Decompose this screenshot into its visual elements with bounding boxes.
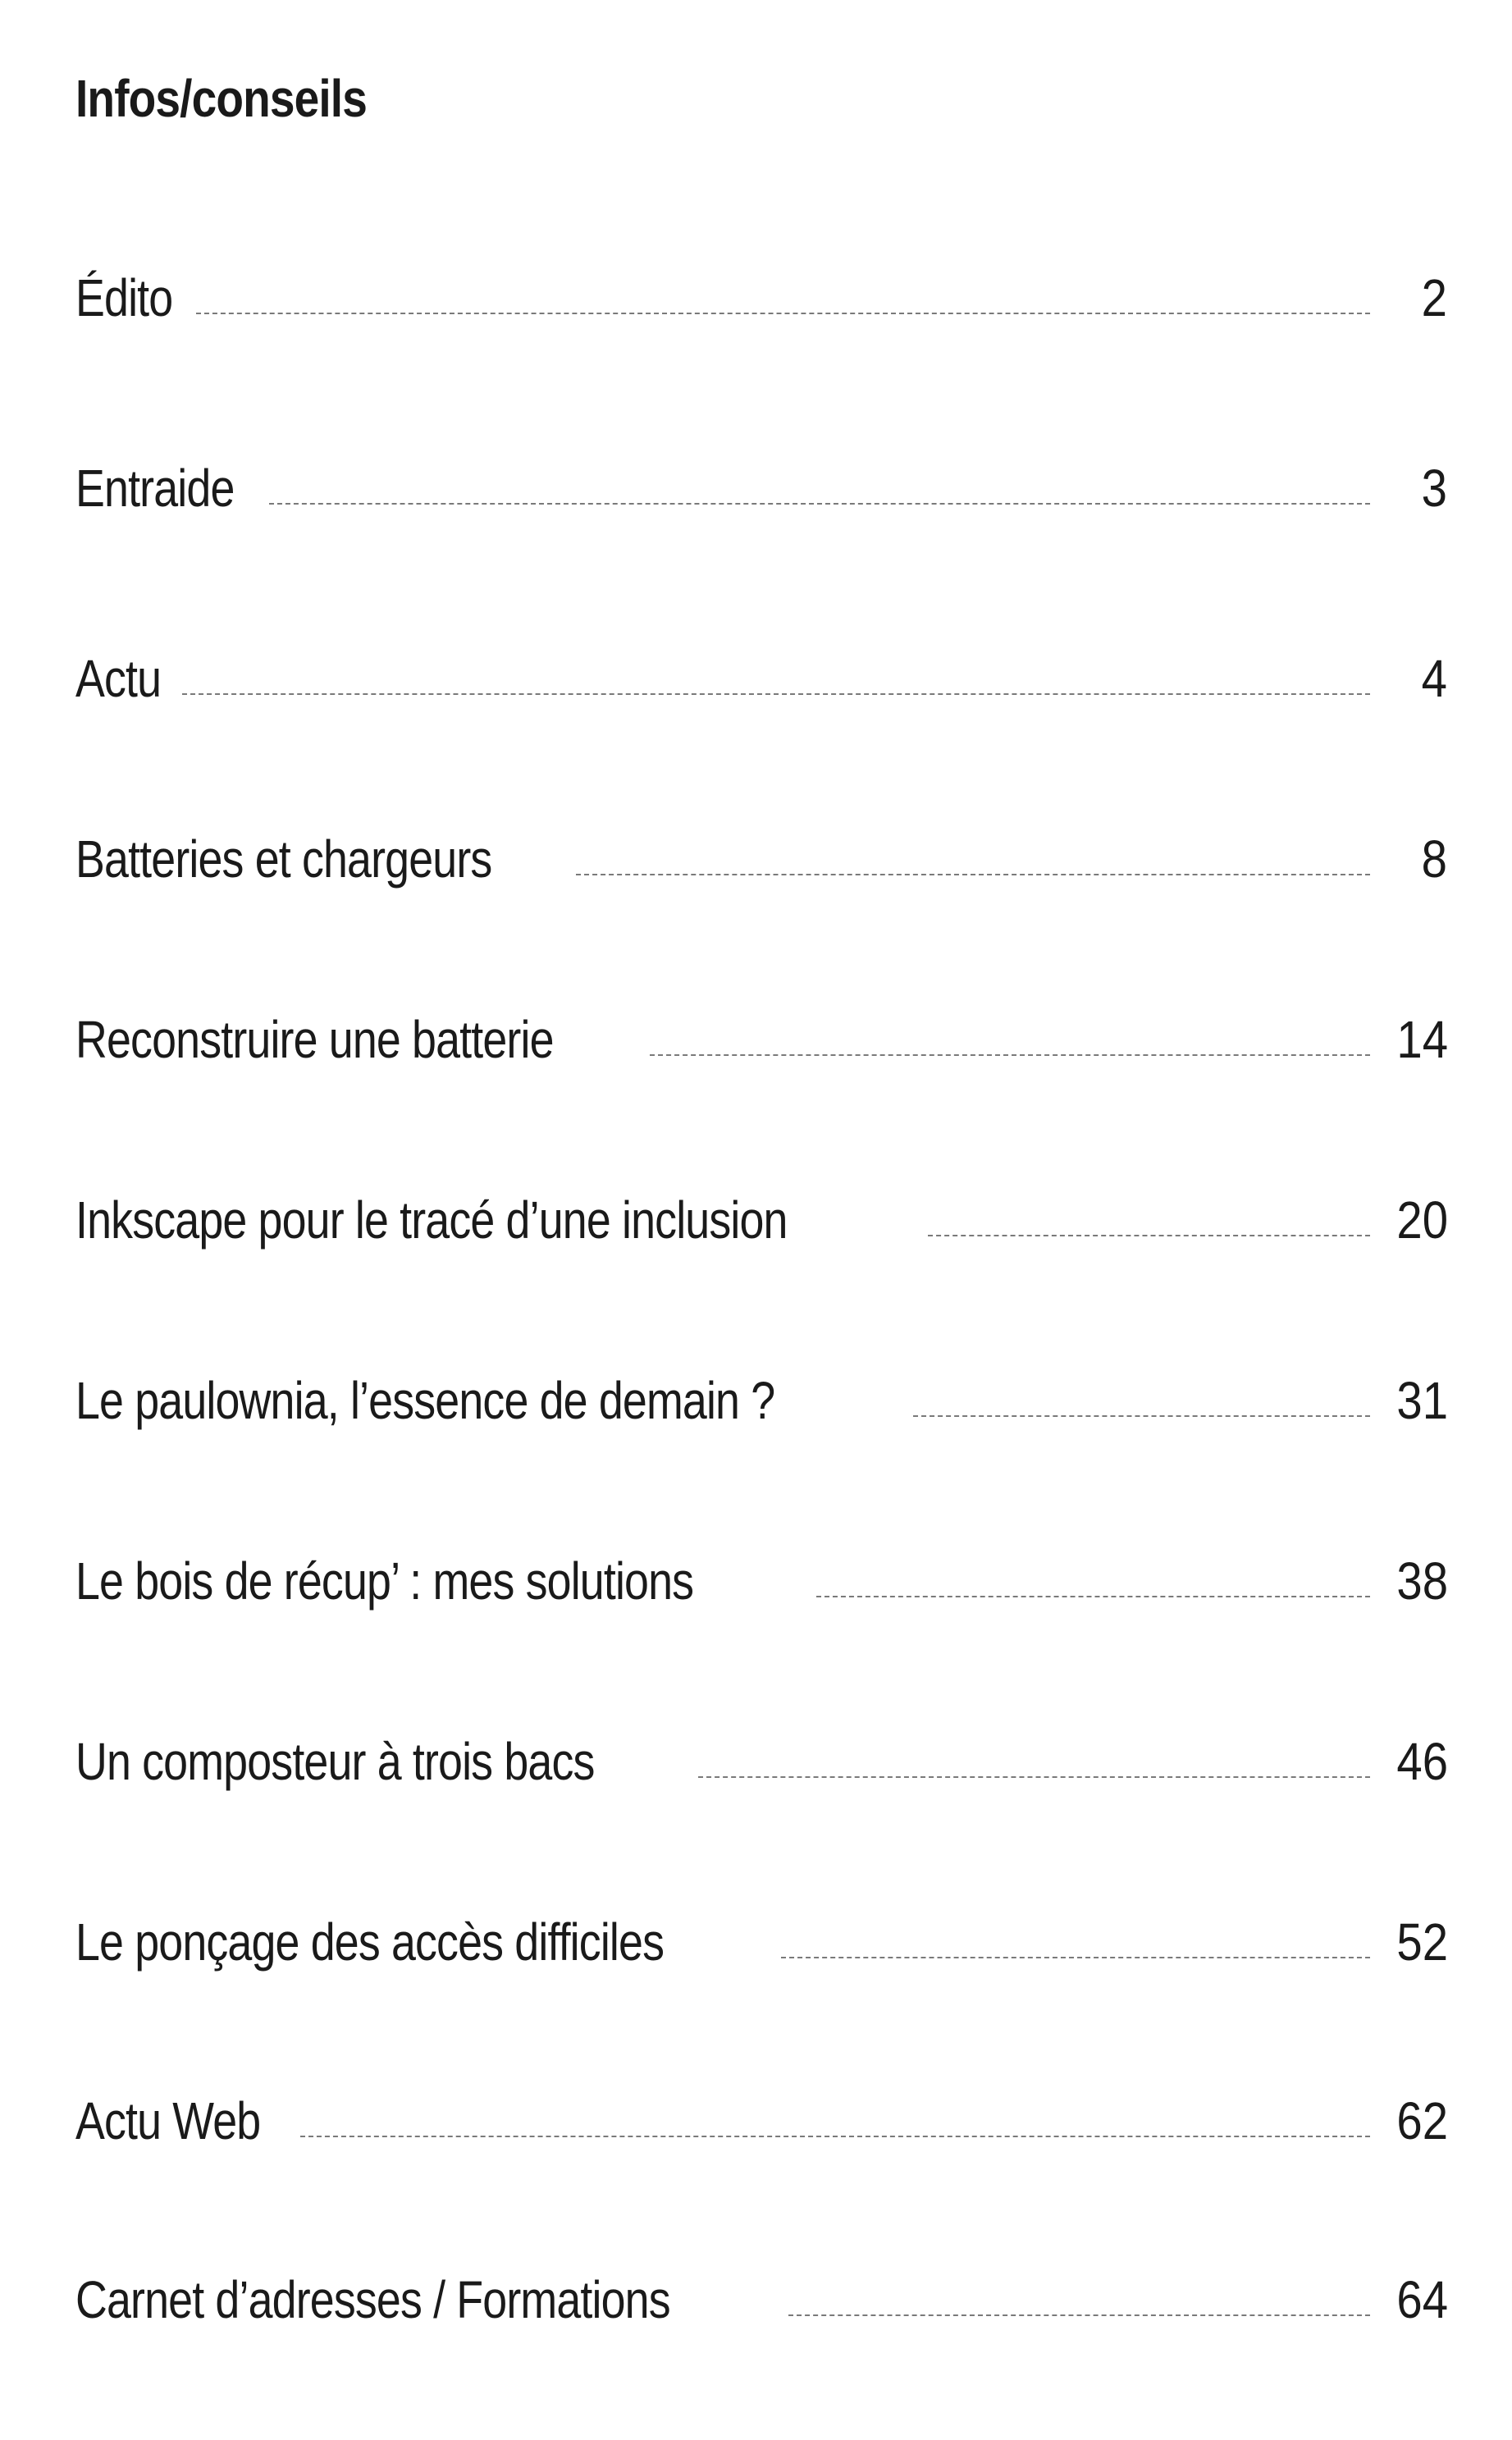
dot-leader (269, 503, 1370, 505)
dot-leader (928, 1235, 1370, 1236)
section-heading: Infos/conseils (75, 69, 367, 128)
toc-entry-page-number: 3 (1421, 459, 1447, 518)
toc-entry-page-number: 31 (1396, 1371, 1449, 1430)
dot-leader (913, 1415, 1370, 1417)
toc-entry-page-number: 20 (1396, 1190, 1449, 1250)
toc-entry-reconstruire-une-batterie (75, 1007, 1447, 1072)
toc-entry-batteries-et-chargeurs (75, 826, 1447, 892)
toc-entry-title: Reconstruire une batterie (75, 1010, 554, 1069)
toc-entry-entraide (75, 455, 1447, 521)
toc-entry-page-number: 62 (1396, 2091, 1449, 2150)
dot-leader (300, 2136, 1370, 2137)
toc-entry-actu-web (75, 2088, 1447, 2154)
dot-leader (698, 1776, 1370, 1778)
toc-entry-poncage (75, 1909, 1447, 1975)
toc-entry-title: Actu (75, 649, 162, 708)
toc-entry-edito (75, 265, 1447, 331)
dot-leader (650, 1054, 1370, 1056)
dot-leader (576, 874, 1370, 875)
toc-entry-paulownia (75, 1368, 1447, 1433)
toc-entry-title: Édito (75, 268, 173, 327)
toc-entry-title: Le ponçage des accès difficiles (75, 1912, 665, 1972)
toc-entry-page-number: 8 (1421, 829, 1447, 889)
toc-entry-composteur (75, 1729, 1447, 1794)
dot-leader (781, 1957, 1370, 1958)
dot-leader (788, 2314, 1370, 2316)
toc-entry-inkscape (75, 1187, 1447, 1253)
toc-entry-page-number: 2 (1421, 268, 1447, 327)
toc-entry-title: Batteries et chargeurs (75, 829, 492, 889)
toc-entry-title: Le bois de récup’ : mes solutions (75, 1551, 694, 1611)
toc-entry-title: Entraide (75, 459, 235, 518)
dot-leader (816, 1596, 1370, 1597)
toc-entry-page-number: 64 (1396, 2270, 1449, 2329)
toc-entry-page-number: 14 (1396, 1010, 1449, 1069)
toc-entry-page-number: 46 (1396, 1732, 1449, 1791)
toc-entry-bois-de-recup (75, 1548, 1447, 1614)
toc-entry-page-number: 38 (1396, 1551, 1449, 1611)
toc-entry-page-number: 52 (1396, 1912, 1449, 1972)
toc-entry-carnet-dadresses (75, 2267, 1447, 2333)
toc-entry-page-number: 4 (1421, 649, 1447, 708)
toc-entry-title: Inkscape pour le tracé d’une inclusion (75, 1190, 788, 1250)
toc-entry-title: Le paulownia, l’essence de demain ? (75, 1371, 775, 1430)
toc-entry-title: Un composteur à trois bacs (75, 1732, 595, 1791)
dot-leader (196, 313, 1370, 314)
dot-leader (182, 693, 1370, 695)
toc-entry-actu (75, 646, 1447, 711)
toc-entry-title: Actu Web (75, 2091, 261, 2150)
toc-entry-title: Carnet d’adresses / Formations (75, 2270, 670, 2329)
